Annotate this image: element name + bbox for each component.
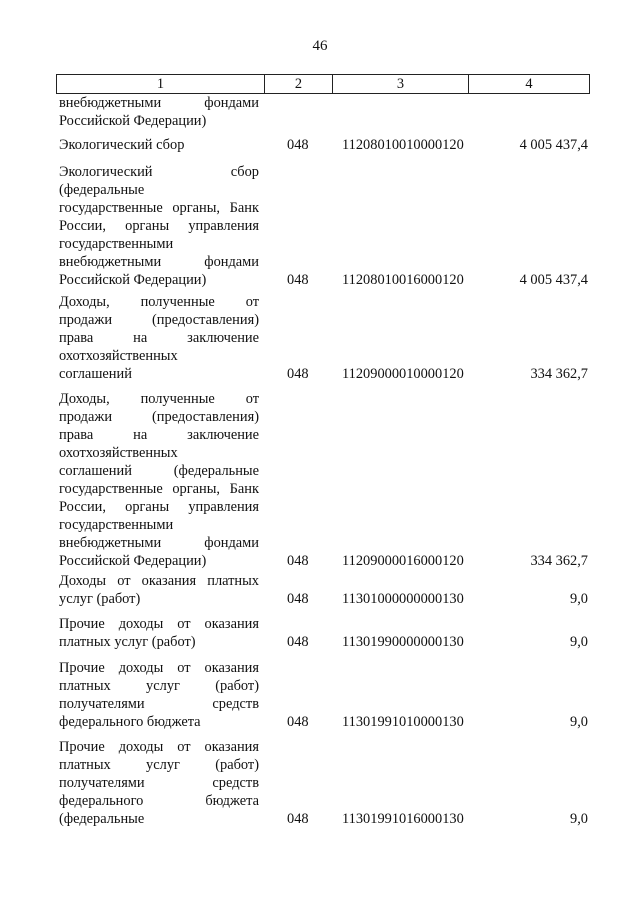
row-kbk-code: 11301990000000130 <box>342 634 464 650</box>
description-line: соглашений (федеральные <box>59 463 259 479</box>
description-line: платных услуг (работ) <box>59 634 196 650</box>
description-line: федерального бюджета <box>59 793 259 809</box>
description-line: охотхозяйственных <box>59 348 178 364</box>
description-line: получателями средств <box>59 775 259 791</box>
row-amount: 9,0 <box>570 714 588 730</box>
description-line: Прочие доходы от оказания <box>59 616 259 632</box>
row-kbk-code: 11208010016000120 <box>342 272 464 288</box>
row-admin-code: 048 <box>287 811 309 827</box>
row-description <box>59 390 259 570</box>
header-col-2: 2 <box>264 75 332 93</box>
table-row <box>59 293 588 383</box>
description-line: Российской Федерации) <box>59 113 207 129</box>
description-line: Российской Федерации) <box>59 553 207 569</box>
table-header <box>56 74 590 94</box>
description-line: (федеральные <box>59 811 145 827</box>
row-kbk-code: 11208010010000120 <box>342 137 464 153</box>
row-amount: 9,0 <box>570 591 588 607</box>
description-line: права на заключение <box>59 330 259 346</box>
row-amount: 4 005 437,4 <box>519 272 588 288</box>
table-row <box>59 572 588 608</box>
description-line: получателями средств <box>59 696 259 712</box>
description-line: платных услуг (работ) <box>59 757 259 773</box>
description-line: продажи (предоставления) <box>59 312 259 328</box>
row-admin-code: 048 <box>287 553 309 569</box>
description-line: Доходы, полученные от <box>59 294 259 310</box>
description-line: Доходы от оказания платных <box>59 573 259 589</box>
row-kbk-code: 11301991010000130 <box>342 714 464 730</box>
row-description <box>59 163 259 289</box>
row-description <box>59 738 259 828</box>
description-line: федерального бюджета <box>59 714 201 730</box>
row-kbk-code: 11209000016000120 <box>342 553 464 569</box>
description-line: Прочие доходы от оказания <box>59 739 259 755</box>
description-line: Экологический сбор <box>59 164 259 180</box>
description-line: охотхозяйственных <box>59 445 178 461</box>
description-line: права на заключение <box>59 427 259 443</box>
row-amount: 9,0 <box>570 634 588 650</box>
table-row <box>59 163 588 289</box>
row-amount: 9,0 <box>570 811 588 827</box>
row-admin-code: 048 <box>287 591 309 607</box>
description-line: Российской Федерации) <box>59 272 207 288</box>
description-line: внебюджетными фондами <box>59 95 259 111</box>
description-line: России, органы управления <box>59 218 259 234</box>
description-line: государственные органы, Банк <box>59 481 259 497</box>
row-admin-code: 048 <box>287 137 309 153</box>
row-admin-code: 048 <box>287 366 309 382</box>
table-row <box>59 136 588 154</box>
row-admin-code: 048 <box>287 272 309 288</box>
header-col-4: 4 <box>468 75 589 93</box>
row-description <box>59 293 259 383</box>
row-amount: 334 362,7 <box>530 553 588 569</box>
row-kbk-code: 11301000000000130 <box>342 591 464 607</box>
row-amount: 4 005 437,4 <box>519 137 588 153</box>
row-description <box>59 572 259 608</box>
header-col-1: 1 <box>156 76 165 92</box>
row-admin-code: 048 <box>287 634 309 650</box>
row-amount: 334 362,7 <box>530 366 588 382</box>
header-col-3: 3 <box>332 75 468 93</box>
table-row <box>59 390 588 570</box>
table-row <box>59 738 588 828</box>
description-line: соглашений <box>59 366 132 382</box>
row-kbk-code: 11301991016000130 <box>342 811 464 827</box>
description-line: Доходы, полученные от <box>59 391 259 407</box>
page-number: 46 <box>312 38 328 54</box>
description-line: внебюджетными фондами <box>59 535 259 551</box>
description-line: Экологический сбор <box>59 137 185 153</box>
description-line: продажи (предоставления) <box>59 409 259 425</box>
row-kbk-code: 11209000010000120 <box>342 366 464 382</box>
table-row <box>59 659 588 731</box>
row-description <box>59 136 259 154</box>
row-admin-code: 048 <box>287 714 309 730</box>
row-description <box>59 94 259 130</box>
description-line: услуг (работ) <box>59 591 141 607</box>
description-line: Прочие доходы от оказания <box>59 660 259 676</box>
description-line: внебюджетными фондами <box>59 254 259 270</box>
description-line: платных услуг (работ) <box>59 678 259 694</box>
row-description <box>59 659 259 731</box>
description-line: государственные органы, Банк <box>59 200 259 216</box>
table-row <box>59 94 588 130</box>
description-line: государственными <box>59 236 174 252</box>
table-row <box>59 615 588 651</box>
description-line: России, органы управления <box>59 499 259 515</box>
row-description <box>59 615 259 651</box>
description-line: (федеральные <box>59 182 145 198</box>
description-line: государственными <box>59 517 174 533</box>
